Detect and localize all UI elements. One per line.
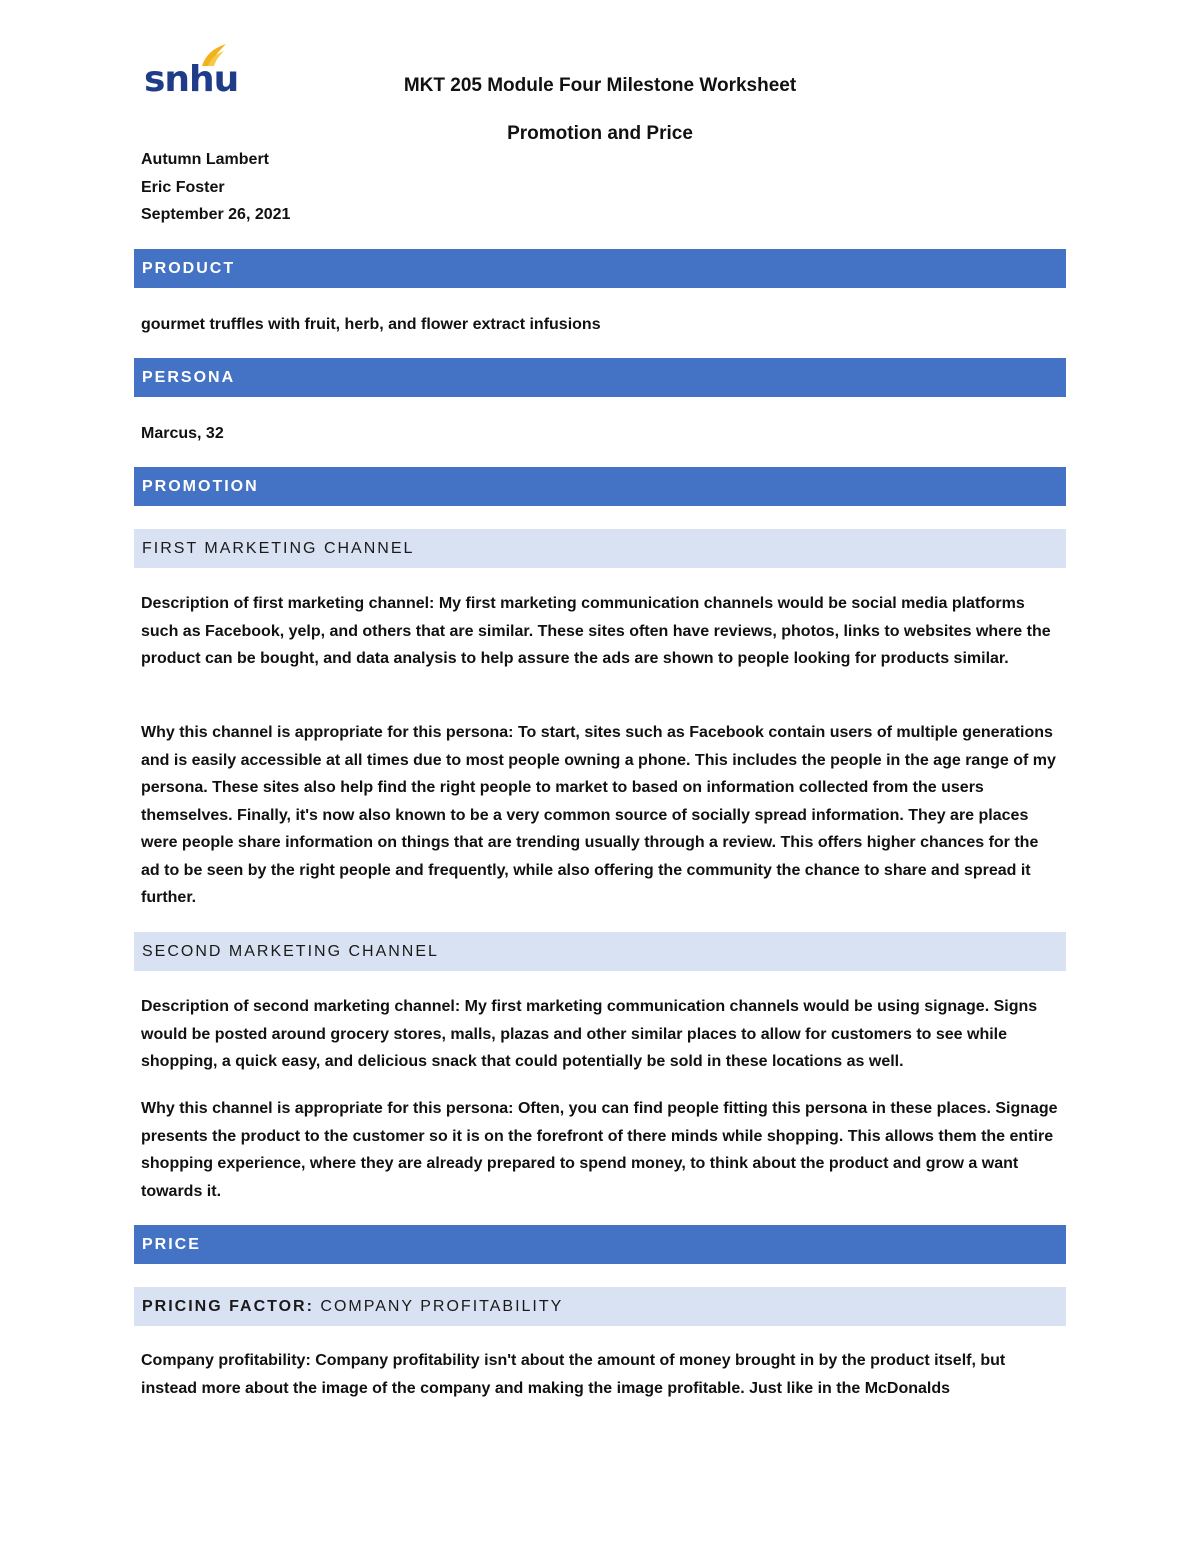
section-heading-persona: PERSONA	[134, 358, 1066, 397]
first-channel-why: Why this channel is appropriate for this persona: To start, sites such as Facebook contain users of multiple generations and is easily accessible at all times due to most people owning a phone. This includes the people in the age range of my persona. These sites also help find the right people to market to based on information collected from the users themselves. Finally, it's now also known to be a very common source of socially spread information. They are places were people share information on things that are trending usually through a review. This offers higher chances for the ad to be seen by the right people and frequently, while also offering the community the chance to share and spread it further.	[141, 724, 1056, 906]
subsection-heading-second-channel: SECOND MARKETING CHANNEL	[134, 932, 1066, 971]
section-heading-price: PRICE	[134, 1225, 1066, 1264]
section-heading-promotion: PROMOTION	[134, 467, 1066, 506]
document-subtitle: Promotion and Price	[507, 123, 693, 144]
price-text: Company profitability: Company profitability isn't about the amount of money brought in by the product itself, but instead more about the image of the company and making the image profitable. Just like in the McDonalds	[141, 1352, 1006, 1397]
section-heading-product: PRODUCT	[134, 249, 1066, 288]
student-name: Autumn Lambert	[141, 151, 269, 168]
subsection-heading-pricing-factor	[134, 1287, 1066, 1326]
product-text: gourmet truffles with fruit, herb, and flower extract infusions	[141, 316, 601, 333]
pricing-factor-value: COMPANY PROFITABILITY	[320, 1298, 564, 1315]
document-title: MKT 205 Module Four Milestone Worksheet	[403, 75, 797, 96]
first-channel-description: Description of first marketing channel: My first marketing communication channels would be social media platforms such as Facebook, yelp, and others that are similar. These sites often have reviews, photos, links to websites where the product can be bought, and data analysis to help assure the ads are shown to people looking for products similar.	[141, 595, 1051, 667]
second-channel-why: Why this channel is appropriate for this persona: Often, you can find people fitting this persona in these places. Signage presents the product to the customer so it is on the forefront of there minds while shopping. This allows them the entire shopping experience, where they are already prepared to spend money, to think about the product and grow a want towards it.	[141, 1100, 1058, 1200]
persona-text: Marcus, 32	[141, 425, 224, 442]
logo-text: snhu	[144, 59, 239, 100]
subsection-heading-first-channel: FIRST MARKETING CHANNEL	[134, 529, 1066, 568]
instructor-name: Eric Foster	[141, 179, 225, 196]
pricing-factor-label: PRICING FACTOR:	[142, 1298, 314, 1315]
second-channel-description: Description of second marketing channel: My first marketing communication channels would be using signage. Signs would be posted around grocery stores, malls, plazas and other similar places to allow for customers to see while shopping, a quick easy, and delicious snack that could potentially be sold in these locations as well.	[141, 998, 1038, 1070]
document-date: September 26, 2021	[141, 206, 291, 223]
